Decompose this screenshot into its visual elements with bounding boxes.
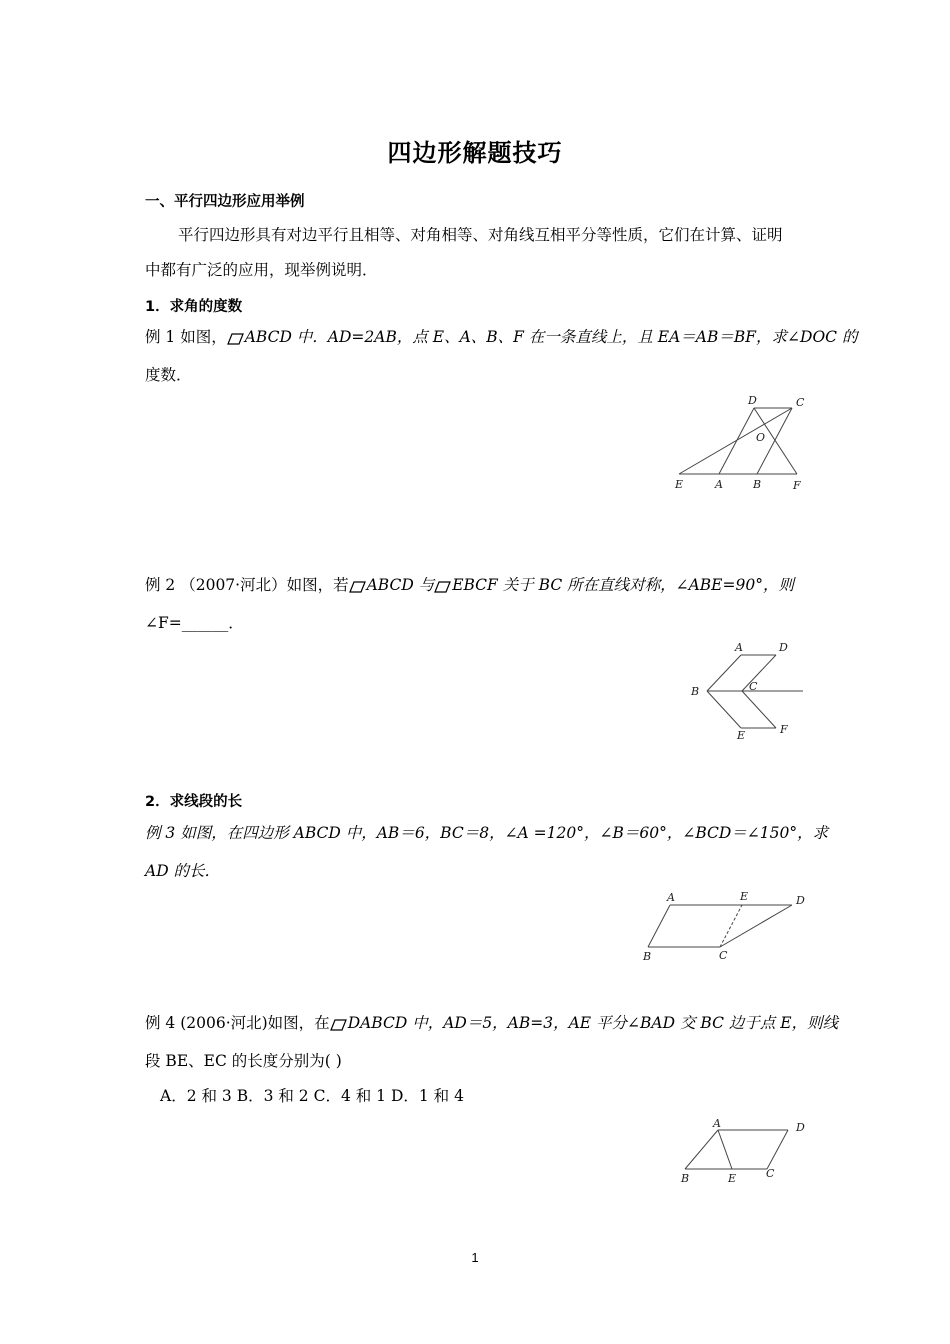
label-C: C: [719, 949, 728, 962]
example-2-text: EBCF 关于 BC 所在直线对称，∠ABE=90°，则: [452, 576, 794, 594]
label-D: D: [779, 641, 788, 654]
segment-BA: [707, 655, 741, 691]
segment-DC: [742, 655, 776, 691]
label-A: A: [713, 1117, 721, 1130]
label-A: A: [667, 891, 675, 904]
label-O: O: [756, 431, 766, 444]
example-1-text: ABCD 中．AD=2AB，点 E、A、B、F 在一条直线上，且 EA＝AB＝BF，求∠DOC 的: [244, 328, 858, 346]
section-heading-1: 一、平行四边形应用举例: [145, 194, 305, 210]
parallelogram-symbol-icon: [330, 1019, 347, 1031]
example-1-lead: 例 1 如图，: [145, 328, 227, 346]
figure-example-4: [675, 1115, 815, 1190]
example-4-options: A．2 和 3 B．3 和 2 C．4 和 1 D．1 和 4: [160, 1087, 464, 1105]
parallelogram-symbol-icon: [434, 581, 451, 593]
example-2-abcd: ABCD 与: [366, 576, 435, 594]
example-4-text: DABCD 中，AD＝5，AB=3，AE 平分∠BAD 交 BC 边于点 E，则线: [347, 1014, 839, 1032]
example-2-line-1: [145, 575, 794, 595]
example-3-line-1: 例 3 如图，在四边形 ABCD 中，AB＝6，BC＝8，∠A =120°，∠B＝60°，∠BCD＝∠150°，求: [145, 824, 829, 842]
label-E: E: [675, 478, 684, 491]
label-F: F: [780, 723, 788, 736]
label-A: A: [715, 478, 723, 491]
segment-CD: [720, 905, 792, 947]
label-B: B: [691, 685, 700, 698]
figure-example-2: [685, 640, 810, 745]
label-B: B: [753, 478, 762, 491]
subheading-length: 2．求线段的长: [145, 794, 243, 810]
example-4-line-1: [145, 1013, 838, 1033]
figure-example-1: [672, 390, 812, 495]
label-D: D: [796, 1121, 805, 1134]
segment-AE: [718, 1130, 732, 1169]
parallelogram-symbol-icon: [227, 333, 244, 345]
label-A: A: [735, 641, 743, 654]
figure-example-3: [640, 885, 815, 965]
label-C: C: [749, 680, 758, 693]
example-1-line-1: [145, 327, 857, 347]
page-title: 四边形解题技巧: [387, 139, 563, 167]
segment-FC: [742, 691, 776, 728]
example-4-line-2: 段 BE、EC 的长度分别为( ): [145, 1052, 342, 1070]
intro-line-2: 中都有广泛的应用，现举例说明．: [145, 261, 378, 279]
example-2-line-2: ∠F=______．: [145, 614, 244, 632]
label-E: E: [740, 890, 749, 903]
segment-AB: [685, 1130, 718, 1169]
segment-BE: [707, 691, 741, 728]
label-C: C: [766, 1167, 775, 1180]
example-4-lead: 例 4 (2006·河北)如图，在: [145, 1014, 330, 1032]
intro-line-1: 平行四边形具有对边平行且相等、对角相等、对角线互相平分等性质，它们在计算、证明: [178, 226, 783, 244]
example-3-line-2: AD 的长．: [145, 862, 221, 880]
page-number: 1: [471, 1250, 479, 1265]
label-C: C: [796, 396, 805, 409]
segment-CD: [767, 1130, 788, 1169]
label-D: D: [796, 894, 805, 907]
example-1-line-2: 度数．: [145, 366, 192, 384]
example-2-lead: 例 2 （2007·河北）如图，若: [145, 576, 349, 594]
label-F: F: [793, 479, 801, 492]
segment-AB: [648, 905, 670, 947]
subheading-angle: 1．求角的度数: [145, 299, 243, 315]
label-E: E: [737, 729, 746, 742]
label-B: B: [681, 1172, 690, 1185]
parallelogram-symbol-icon: [349, 581, 366, 593]
label-E: E: [728, 1172, 737, 1185]
label-B: B: [643, 950, 652, 963]
label-D: D: [748, 394, 757, 407]
segment-AD: [719, 408, 754, 474]
